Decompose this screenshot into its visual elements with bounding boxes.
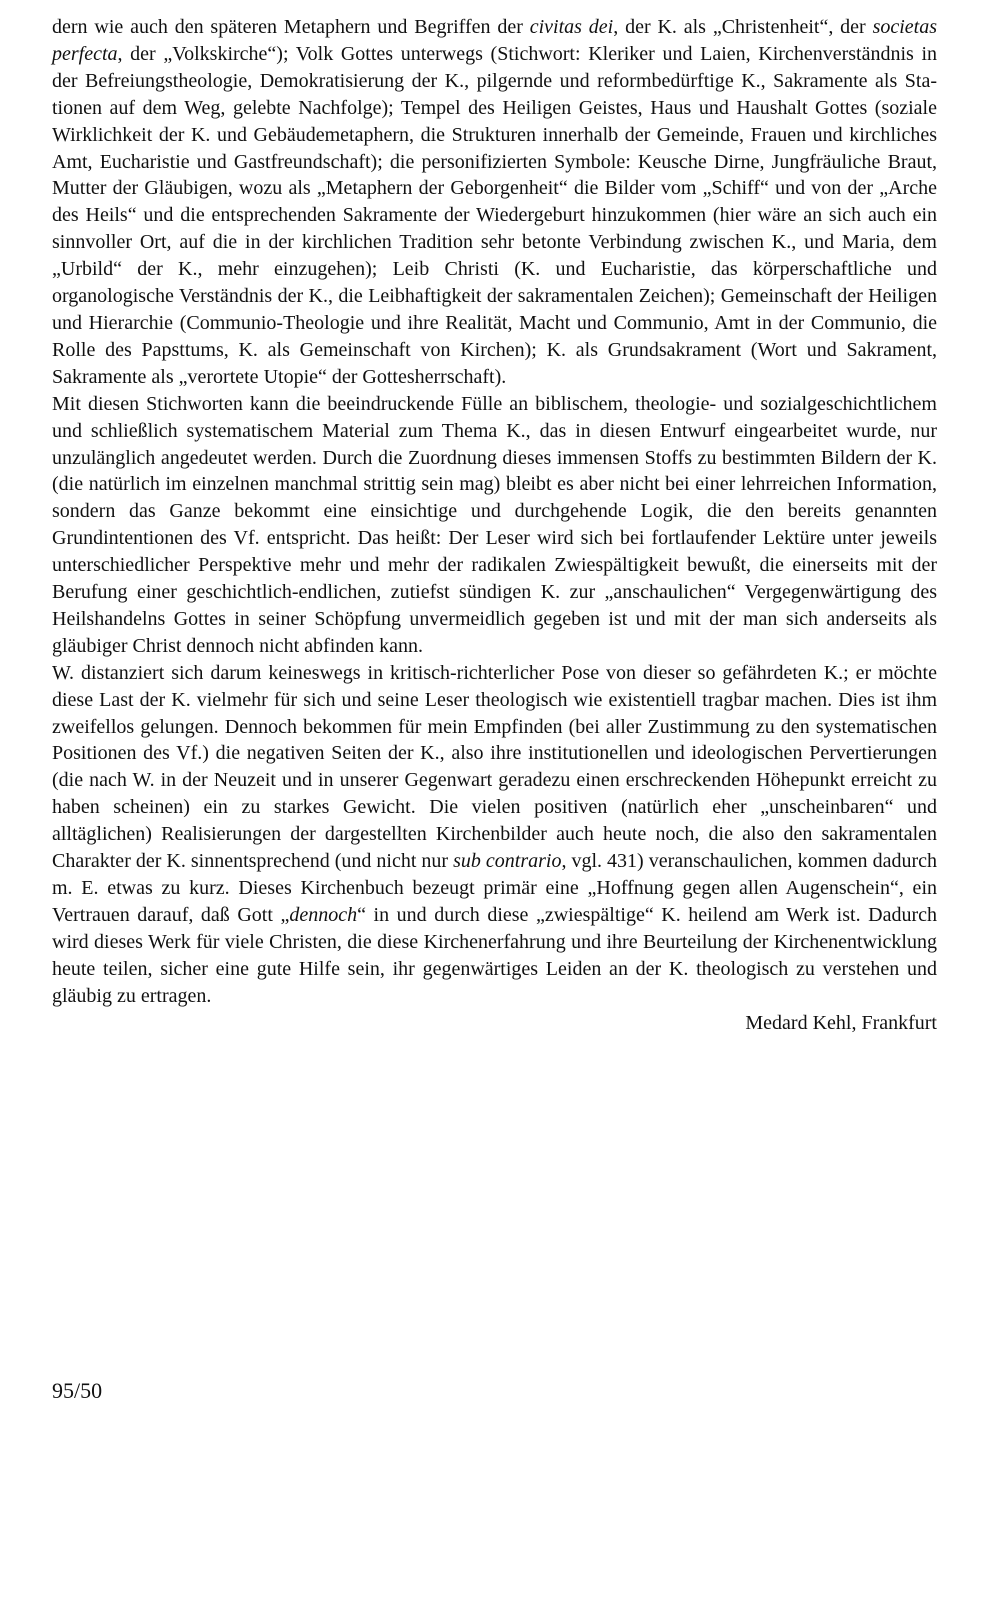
- page-code: 95/50: [52, 1378, 103, 1403]
- italic-dennoch: dennoch: [289, 903, 358, 926]
- italic-sub-contrario: sub contrario: [453, 850, 562, 873]
- paragraph-1: [52, 14, 937, 391]
- italic-societas-perfecta: societas perfecta: [52, 16, 937, 65]
- paragraph-1-part-c: , der „Volkskirche“); Volk Gottes unterwegs (Stichwort: Kleriker und Laien, Kirchenverständnis in der Befreiungstheologie, Demokratisierung der K., pilgernde und reformbedürftige K., Sakramente als Stationen auf dem Weg, gelebte Nachfolge); Tempel des Heiligen Geistes, Haus und Haushalt Gottes (soziale Wirklichkeit der K. und Gebäudemetaphern, die Strukturen innerhalb der Gemeinde, Frauen und kirchliches Amt, Eucharistie und Gastfreundschaft); die personifizierten Symbole: Keusche Dirne, Jungfräuliche Braut, Mutter der Gläubigen, wozu als „Metaphern der Geborgenheit“ die Bilder vom „Schiff“ und von der „Arche des Heils“ und die entsprechenden Sakramente der Wiedergeburt hinzukommen (hier wäre an sich auch ein sinnvoller Ort, auf die in der kirchlichen Tradition sehr betonte Verbindung zwischen K., und Maria, dem „Urbild“ der K., mehr einzugehen); Leib Christi (K. und Eucharistie, das körperschaftliche und organologische Verständnis der K., die Leibhaftigkeit der sakramentalen Zeichen); Gemeinschaft der Heiligen und Hierarchie (Communio-Theologie und ihre Realität, Macht und Communio, Amt in der Communio, die Rolle des Papsttums, K. als Gemeinschaft von Kirchen); K. als Grundsakrament (Wort und Sakrament, Sakramente als „verortete Utopie“ der Gottesherrschaft).: [52, 42, 937, 388]
- paragraph-3-part-b: , vgl. 431) veranschaulichen, kommen dadurch m. E. etwas zu kurz. Dieses Kirchenbuch bezeugt primär eine „Hoffnung gegen allen Augenschein“, ein Vertrauen darauf, daß Gott „: [52, 850, 937, 926]
- review-text-block: [52, 14, 937, 1036]
- review-author: Medard Kehl, Frankfurt: [745, 1011, 937, 1034]
- paragraph-3: [52, 660, 937, 1010]
- paragraph-3-part-c: “ in und durch diese „zwiespältige“ K. heilend am Werk ist. Dadurch wird dieses Werk für viele Christen, die diese Kirchenerfahrung und ihre Beurteilung der Kirchenentwicklung heute teilen, sicher eine gute Hilfe sein, ihr gegenwärtiges Leiden an der K. theologisch zu verstehen und gläubig zu ertragen.: [52, 903, 937, 1007]
- paragraph-2: Mit diesen Stichworten kann die beeindruckende Fülle an biblischem, theologie- und sozialgeschichtlichem und schließlich systematischem Material zum Thema K., das in diesen Entwurf eingearbeitet wurde, nur unzulänglich angedeutet werden. Durch die Zuordnung dieses immensen Stoffs zu bestimmten Bildern der K. (die natürlich im einzelnen manchmal strittig sein mag) bleibt es aber nicht bei einer lehrreichen Information, sondern das Ganze bekommt eine einsichtige und durchgehende Logik, die den bereits genannten Grundintentionen des Vf. entspricht. Das heißt: Der Leser wird sich bei fortlaufender Lektüre unter jeweils unterschiedlicher Perspektive mehr und mehr der radikalen Zwiespältigkeit bewußt, die einerseits mit der Berufung einer geschichtlich-endlichen, zutiefst sündigen K. zur „anschaulichen“ Vergegenwärtigung des Heilshandelns Gottes in seiner Schöpfung unvermeidlich gegeben ist und mit der man sich anderseits als gläubiger Christ dennoch nicht abfinden kann.: [52, 392, 937, 657]
- italic-civitas-dei: civitas dei: [529, 16, 614, 38]
- paragraph-1-part-b: , der K. als „Christenheit“, der: [613, 16, 873, 38]
- paragraph-3-part-a: W. distanziert sich darum keineswegs in kritisch-richterlicher Pose von dieser so gefährdeten K.; er möchte diese Last der K. vielmehr für sich und seine Leser theologisch wie existentiell tragbar machen. Dies ist ihm zweifellos gelungen. Dennoch bekommen für mein Empfinden (bei aller Zustimmung zu den systematischen Positionen des Vf.) die negativen Seiten der K., also ihre institutionellen und ideologischen Pervertierungen (die nach W. in der Neuzeit und in unserer Gegenwart geradezu einen erschreckenden Höhepunkt erreicht zu haben scheinen) ein zu starkes Gewicht. Die vielen positiven (natürlich eher „unscheinbaren“ und alltäglichen) Realisierungen der dargestellten Kirchenbilder auch heute noch, die also den sakramentalen Charakter der K. sinnentsprechend (und nicht nur: [52, 661, 937, 873]
- paragraph-1-part-a: dern wie auch den späteren Metaphern und Begriffen der: [52, 16, 530, 38]
